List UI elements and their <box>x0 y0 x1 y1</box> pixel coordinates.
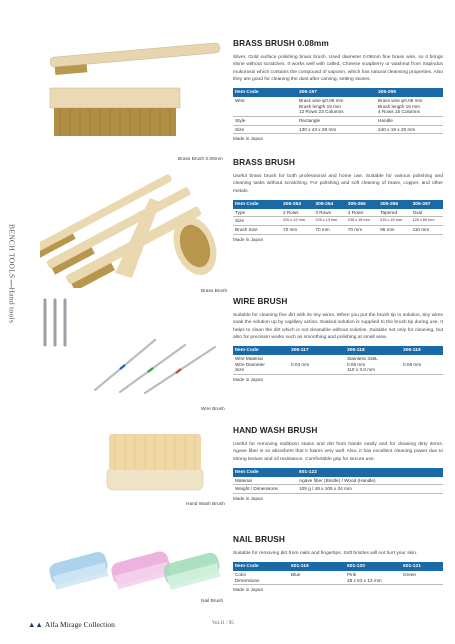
table-row <box>233 116 443 125</box>
header-item-code: Item Code <box>233 468 297 477</box>
row-label: Size <box>233 125 297 134</box>
header-code: 305-266 <box>378 200 410 209</box>
cell-value: 225 x 13 mm <box>313 217 345 226</box>
cell-value: 70 mm <box>313 226 345 235</box>
header-code: 305-263 <box>281 200 313 209</box>
cell-value: 0.08 mm <box>401 355 443 374</box>
section-nail-brush <box>233 534 443 592</box>
cell-value: 110 mm <box>411 226 443 235</box>
spec-table <box>233 88 443 134</box>
page-number: Vol.11 / 95 <box>212 621 234 626</box>
table-row <box>233 485 443 494</box>
cell-value: 70 mm <box>346 226 378 235</box>
cell-value: 105 g / 48 x 105 x 24 mm <box>297 485 443 494</box>
section-description: Suitable for cleaning fine dirt with its tiny wires. When you put the brush tip in solution, tiny wires soak the solution up by capillary action. Soaked solution is supplied to the brush tip during use. It helps to clean the dirt which is not cleanable without solution. Suitable not only for cleaning, but also for precision works such as smoothing and polishing at small area. <box>233 313 443 340</box>
cell-value: Pink <box>347 572 357 578</box>
header-item-code: Item Code <box>233 562 289 571</box>
spec-table <box>233 346 443 375</box>
row-label: Wire Material <box>235 356 263 362</box>
header-code: 601-121 <box>401 562 443 571</box>
table-row <box>233 355 443 374</box>
cell-value: Brass wire φ0.08 mm Brush length 15 mm 12 Rows 23 Columns <box>297 97 376 116</box>
made-in-label: Made in Japan <box>233 587 264 593</box>
cell-value: 235 x 18 mm <box>346 217 378 226</box>
table-row <box>233 226 443 235</box>
nail-brush-image <box>40 535 225 600</box>
caption-brass-brush-008: Brass Brush 0.08mm <box>178 157 223 162</box>
hand-wash-brush-image <box>95 420 215 500</box>
cell-value: 0.03 mm <box>289 355 345 374</box>
spec-table <box>233 562 443 585</box>
cell-value: 4 Rows <box>346 209 378 217</box>
cell-value: Handle <box>376 116 443 125</box>
table-row <box>233 477 443 485</box>
made-in-label: Made in Japan <box>233 236 264 242</box>
cell-value: 2 Rows <box>281 209 313 217</box>
caption-brass-brush: Brass Brush <box>201 289 228 294</box>
header-code: 305-197 <box>297 88 376 97</box>
header-item-code: Item Code <box>233 200 281 209</box>
logo-mark-icon: ▲▲ <box>28 620 43 629</box>
section-description: Suitable for removing dirt from nails and fingertips. Soft bristles will not hurt your skin. <box>233 551 418 556</box>
section-title: NAIL BRUSH <box>233 534 286 544</box>
row-label: Wire Diameter <box>235 361 265 367</box>
cell-value: 130 x 43 x 28 mm <box>297 125 376 134</box>
brand-name: Alfa Mirage Collection <box>44 620 115 629</box>
table-row <box>233 209 443 217</box>
side-category-tab <box>4 214 20 334</box>
made-in-label: Made in Japan <box>233 496 264 502</box>
header-code: 305-118 <box>345 346 401 355</box>
cell-value: 95 mm <box>378 226 410 235</box>
header-code: 305-119 <box>401 346 443 355</box>
row-label: Brush Size <box>233 226 281 235</box>
header-code: 601-122 <box>297 468 443 477</box>
section-brass-brush-008 <box>233 38 443 141</box>
table-row <box>233 97 443 116</box>
header-item-code: Item Code <box>233 346 289 355</box>
cell-value: 240 x 19 x 25 mm <box>376 125 443 134</box>
section-description: Silver, Gold surface polishing brass brush. Used diameter 0.08mm fine brass wire, so it brings shine without scratches. It works well with called, Chinese soapberry or washnut from Sapindus mukorossi which contains the compound of saponin, which has natural cleansing properties. Also they are good for cleaning the dust after carving, setting stones. <box>233 55 443 82</box>
subcategory-label: Hand tools <box>7 287 17 324</box>
header-item-code: Item Code <box>233 88 297 97</box>
row-label: Size <box>233 217 281 226</box>
cell-value: 125 x 60 mm <box>411 217 443 226</box>
section-title: BRASS BRUSH <box>233 157 295 167</box>
made-in-label: Made in Japan <box>233 376 264 382</box>
section-hand-wash-brush <box>233 425 443 501</box>
cell-value: Brass wire φ0.08 mm Brush length 16 mm 4 Rows 15 Columns <box>376 97 443 116</box>
cell-value: 28 x 63 x 13 mm <box>347 577 382 583</box>
category-separator <box>11 279 12 287</box>
spec-table <box>233 468 443 494</box>
caption-nail-brush: Nail Brush <box>201 599 224 604</box>
row-label: Weight / Dimensions <box>233 485 297 494</box>
table-row <box>233 571 443 585</box>
spec-table <box>233 200 443 235</box>
row-label: Dimensions <box>235 577 260 583</box>
section-title: WIRE BRUSH <box>233 296 288 306</box>
header-code: 305-117 <box>289 346 345 355</box>
brand-logo <box>28 620 115 629</box>
row-label: Type <box>233 209 281 217</box>
made-in-label: Made in Japan <box>233 136 264 142</box>
row-label: Color <box>235 572 247 578</box>
cell-value: 110 x 3.0 mm <box>347 367 376 373</box>
row-label: Material <box>233 477 297 485</box>
brass-brush-image <box>40 168 220 288</box>
caption-wire-brush: Wire Brush <box>201 407 225 412</box>
section-title: HAND WASH BRUSH <box>233 425 318 435</box>
row-label: Style <box>233 116 297 125</box>
cell-value: Blue <box>289 571 345 585</box>
table-row <box>233 217 443 226</box>
header-code: 305-264 <box>313 200 345 209</box>
cell-value: 220 x 12 mm <box>281 217 313 226</box>
cell-value: Agave fiber (Bristle) / Wood (Handle) <box>297 477 443 485</box>
cell-value: 0.05 mm <box>347 361 366 367</box>
header-code: 305-267 <box>411 200 443 209</box>
cell-value: 70 mm <box>281 226 313 235</box>
brass-brush-008-image <box>40 40 230 150</box>
cell-value: Stainless 316L <box>347 356 378 362</box>
caption-hand-wash-brush: Hand Wash Brush <box>186 502 225 507</box>
category-label: BENCH TOOLS <box>7 224 17 279</box>
header-code: 601-120 <box>345 562 401 571</box>
section-description: Useful for removing stubborn stains and dirt from hands easily and for cleaning dirty items. Agave fiber is so absorbent that it foams very well. Also, it has excellent cleaning power due to strong texture and oil resistance. Comfortable grip for secure use. <box>233 442 443 462</box>
row-label: Wire <box>233 97 297 116</box>
section-brass-brush <box>233 157 443 242</box>
section-wire-brush <box>233 296 443 382</box>
cell-value: Rectangle <box>297 116 376 125</box>
cell-value: 215 x 40 mm <box>378 217 410 226</box>
section-title: BRASS BRUSH 0.08mm <box>233 38 329 48</box>
cell-value: Tapered <box>378 209 410 217</box>
table-row <box>233 125 443 134</box>
header-code: 601-119 <box>289 562 345 571</box>
cell-value: 3 Rows <box>313 209 345 217</box>
header-code: 305-265 <box>346 200 378 209</box>
wire-brush-image <box>35 295 225 400</box>
row-label: Size <box>235 367 245 373</box>
header-code: 305-299 <box>376 88 443 97</box>
section-description: Useful brass brush for both professional and home use. Suitable for various polishing and cleaning tasks without scratching. For polishing and soft cleaning of brass, copper, and other metals. <box>233 174 443 194</box>
cell-value: Oval <box>411 209 443 217</box>
cell-value: Green <box>401 571 443 585</box>
